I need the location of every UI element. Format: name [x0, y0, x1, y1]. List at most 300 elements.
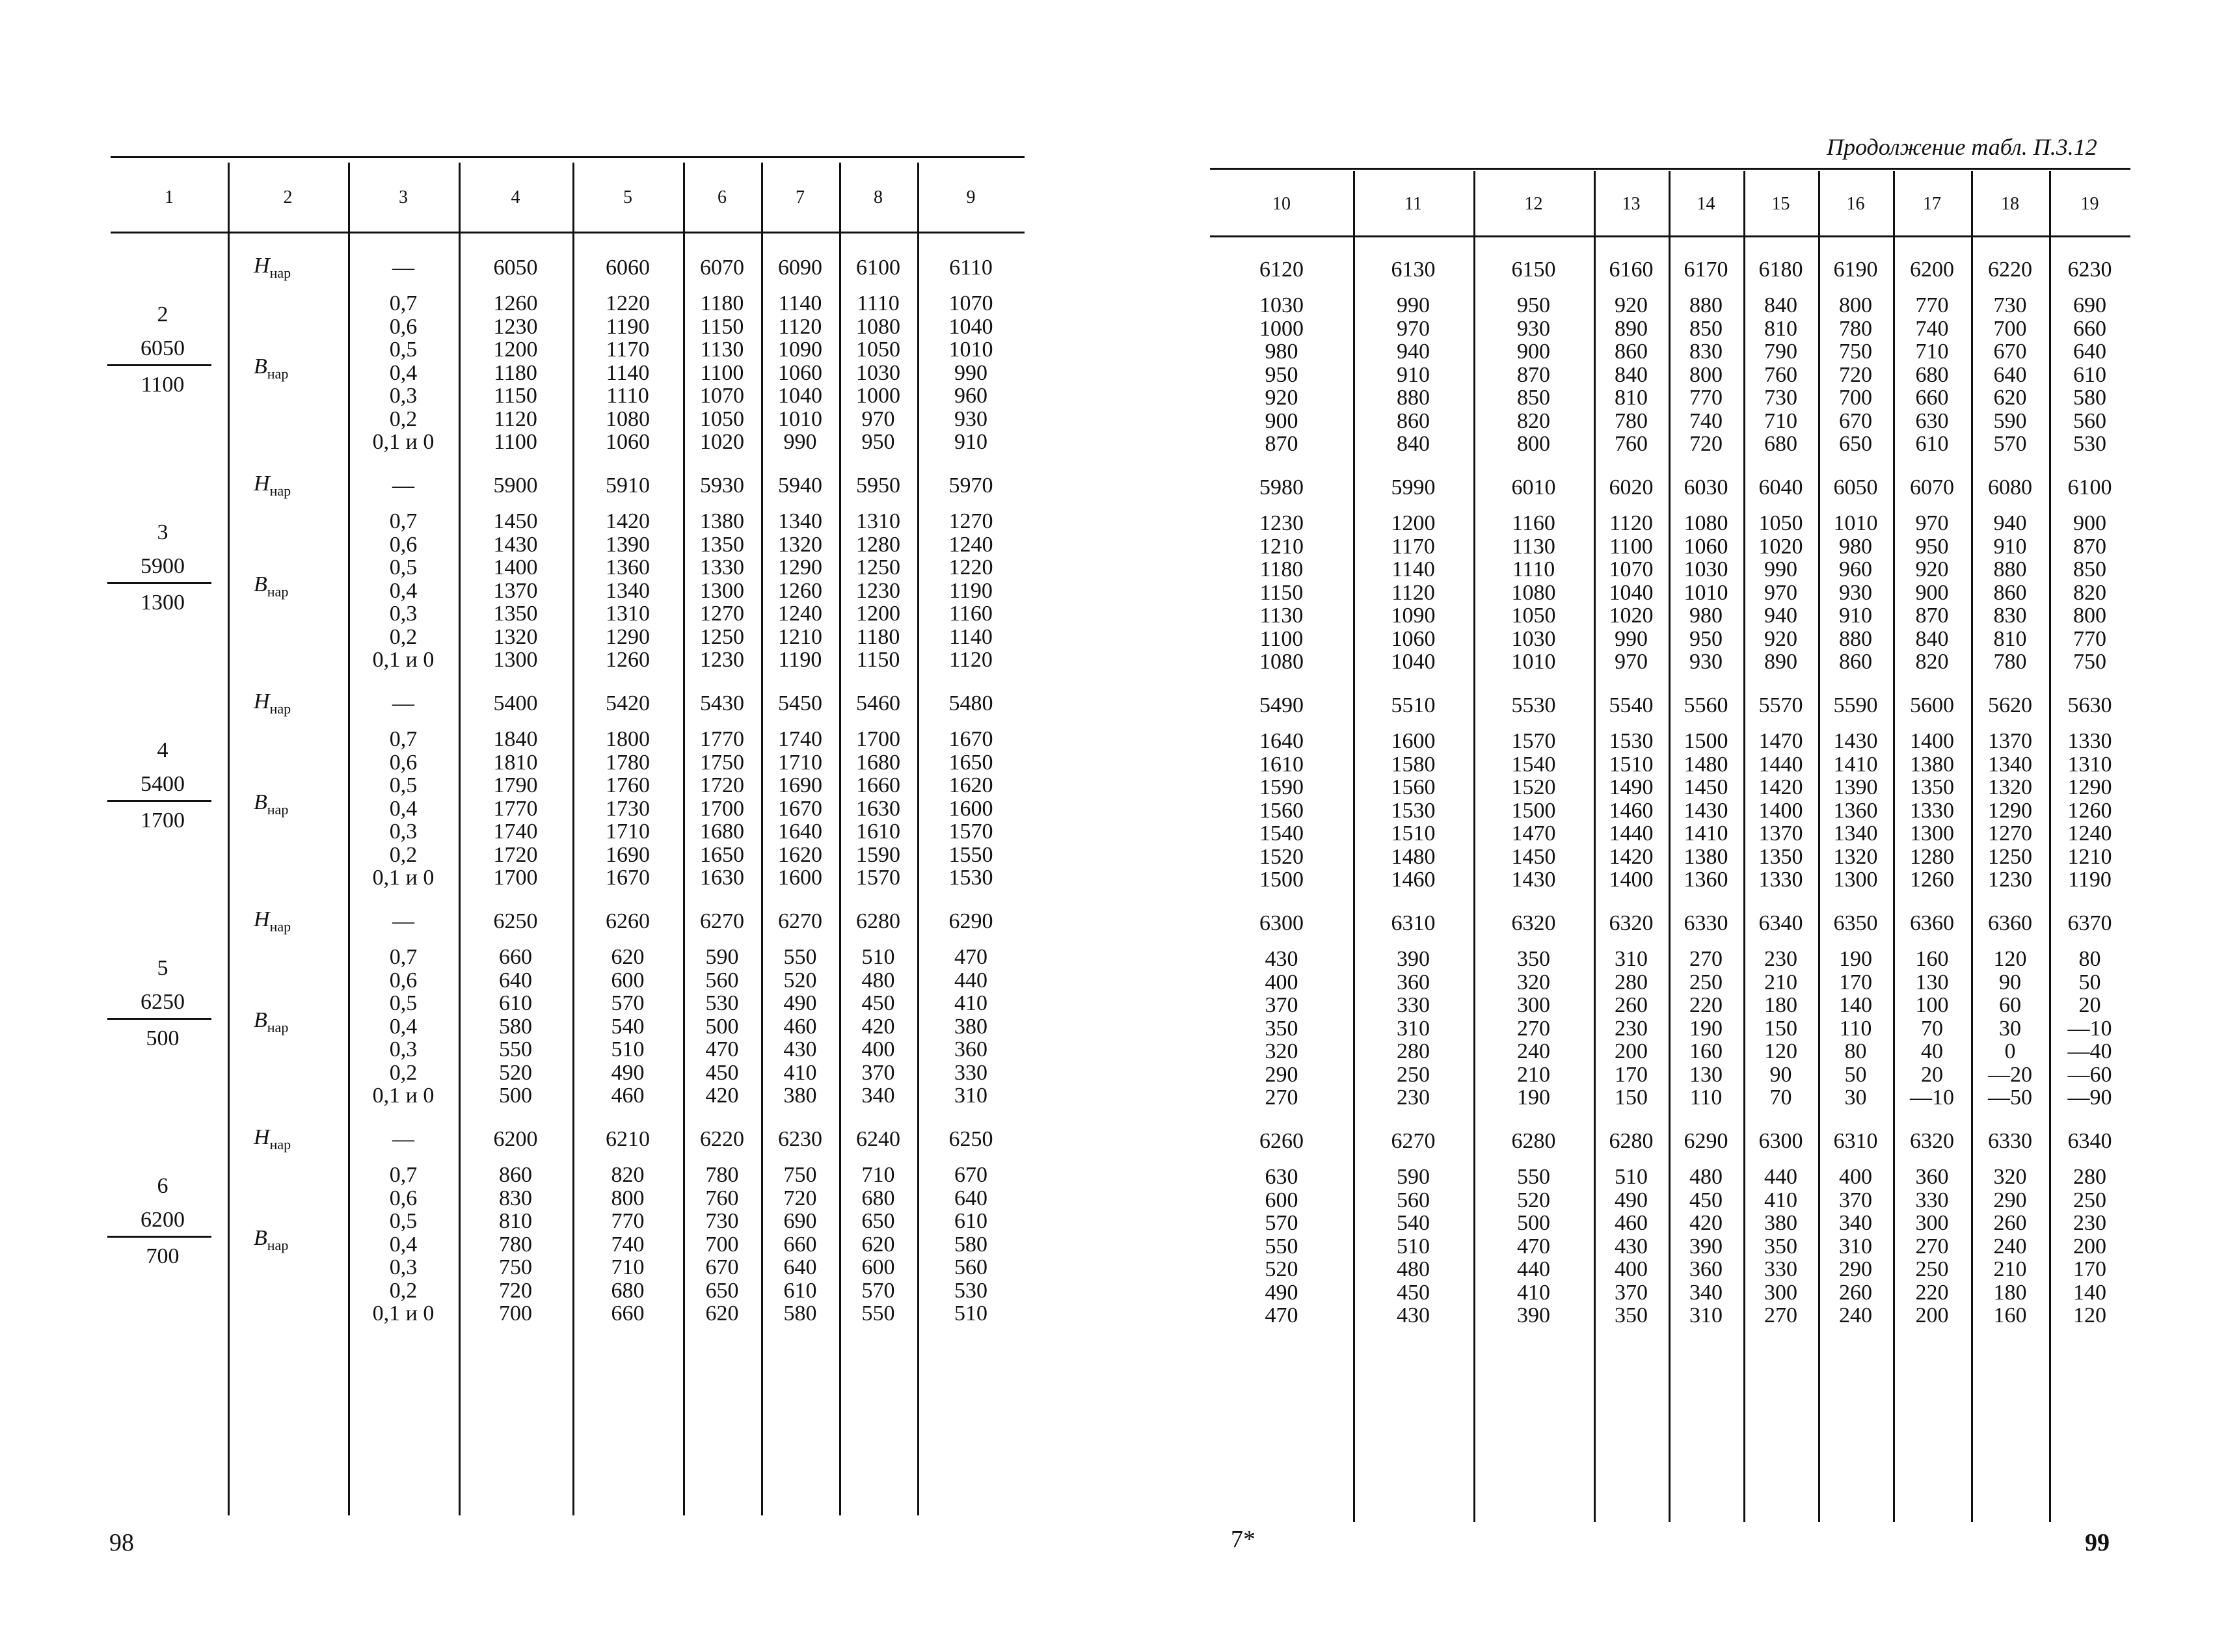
h-nar-value: 6250 [948, 1127, 993, 1151]
h-nar-value: 6310 [1833, 1129, 1878, 1153]
b-nar-value: 1120 [1391, 580, 1435, 605]
group-number: 3 [157, 520, 168, 544]
b-nar-value: 1260 [493, 291, 538, 315]
b-nar-value: 110 [1839, 1016, 1872, 1041]
b-nar-value: 260 [1615, 993, 1648, 1017]
b-nar-value: 460 [783, 1014, 817, 1039]
b-nar-value: 1200 [856, 602, 900, 626]
group-fraction-line [107, 364, 211, 366]
b-nar-value: 320 [1993, 1165, 2027, 1189]
b-nar-value: 1320 [778, 532, 822, 557]
b-nar-value: 820 [1517, 408, 1550, 433]
b-nar-value: 860 [499, 1163, 532, 1187]
b-nar-value: —40 [2067, 1039, 2112, 1063]
b-nar-value: 1760 [606, 773, 650, 797]
b-nar-value: 1190 [949, 578, 993, 603]
b-nar-value: 760 [705, 1186, 739, 1210]
left-col-header: 9 [966, 187, 976, 207]
b-nar-value: 680 [861, 1186, 895, 1210]
b-nar-value: 1400 [1910, 729, 1954, 753]
h-nar-value: 6270 [778, 909, 822, 933]
b-nar-value: 1080 [1511, 580, 1556, 605]
left-col-header: 7 [796, 187, 805, 207]
right-col-header: 19 [2080, 194, 2099, 214]
b-nar-value: 1070 [1609, 557, 1654, 581]
b-nar-value: 1780 [606, 750, 650, 775]
b-nar-value: 1180 [700, 291, 744, 315]
b-nar-value: 860 [1839, 650, 1872, 674]
b-nar-value: 1400 [493, 555, 538, 580]
b-nar-value: 1330 [1758, 868, 1803, 892]
b-nar-value: 490 [1265, 1280, 1298, 1305]
b-nar-value: 660 [611, 1301, 645, 1326]
b-nar-value: 750 [1839, 340, 1872, 364]
h-nar-value: 6270 [1391, 1129, 1436, 1153]
b-nar-value: 1680 [700, 819, 744, 844]
b-nar-value: 470 [954, 945, 987, 969]
h-nar-label [254, 907, 291, 935]
b-nar-value: 840 [1397, 432, 1430, 456]
b-nar-value: 1180 [856, 624, 900, 649]
b-nar-value: 1650 [948, 750, 993, 775]
b-nar-value: 1570 [856, 866, 900, 890]
b-nar-value: 0,3 [389, 1037, 418, 1061]
b-nar-value: 660 [499, 945, 532, 969]
b-nar-value: 160 [1915, 947, 1949, 971]
b-nar-value: 310 [1615, 947, 1648, 971]
b-nar-value: 1630 [700, 866, 744, 890]
b-nar-value: 1090 [1391, 604, 1436, 628]
left-col-divider [348, 163, 350, 1515]
b-nar-value: 220 [1689, 993, 1723, 1017]
b-nar-value: 360 [1689, 1257, 1723, 1281]
b-nar-value: 1150 [1259, 580, 1304, 605]
b-nar-value: 230 [1615, 1016, 1648, 1041]
h-nar-value: 6360 [1988, 911, 2032, 935]
b-nar-value: 300 [1764, 1280, 1797, 1305]
b-nar-value: 800 [1517, 432, 1550, 456]
b-nar-value: 0,1 и 0 [372, 866, 435, 890]
b-nar-value: 920 [1265, 386, 1298, 410]
b-nar-value: 1500 [1684, 729, 1728, 753]
b-nar-value: 1700 [700, 796, 744, 821]
b-nar-value: 1610 [1259, 752, 1304, 777]
b-nar-value: 1090 [778, 338, 822, 362]
h-subscript: нар [269, 1136, 291, 1152]
b-nar-value: 400 [861, 1037, 895, 1061]
b-nar-value: —10 [1910, 1086, 1954, 1110]
h-nar-value: 6190 [1833, 258, 1878, 282]
b-nar-value: 860 [1615, 340, 1648, 364]
b-nar-value: 460 [611, 1084, 645, 1108]
b-nar-value: 850 [1689, 316, 1723, 341]
b-nar-value: 620 [705, 1301, 739, 1326]
b-nar-value: 1050 [856, 338, 900, 362]
right-col-divider [1353, 171, 1355, 1522]
b-nar-value: 1350 [1910, 775, 1954, 799]
b-nar-value: 430 [1397, 1303, 1430, 1327]
b-nar-value: 270 [1265, 1086, 1298, 1110]
right-col-header: 16 [1846, 194, 1865, 214]
b-nar-value: 880 [1993, 557, 2027, 581]
b-nar-value: 80 [2078, 947, 2101, 971]
b-nar-value: 1270 [700, 602, 744, 626]
b-nar-value: 600 [861, 1255, 895, 1279]
b-nar-value: 1230 [1259, 511, 1304, 535]
b-nar-value: 360 [1915, 1165, 1949, 1189]
b-nar-value: 920 [1915, 557, 1949, 581]
b-nar-value: 880 [1839, 626, 1872, 651]
b-nar-value: 940 [1993, 511, 2027, 535]
b-nar-value: 1710 [606, 819, 650, 844]
h-nar-value: 6280 [1609, 1129, 1654, 1153]
b-nar-value: 0,5 [389, 555, 418, 580]
b-nar-value: 80 [1844, 1039, 1867, 1063]
b-nar-value: 1500 [1511, 798, 1556, 823]
b-nar-value: 910 [1993, 534, 2027, 559]
b-nar-value: —50 [1988, 1086, 2032, 1110]
right-col-header: 17 [1923, 194, 1941, 214]
b-nar-value: 890 [1764, 650, 1797, 674]
b-nar-value: 670 [705, 1255, 739, 1279]
b-nar-value: 1740 [778, 727, 822, 751]
b-nar-value: 1010 [1833, 511, 1878, 535]
b-nar-value: 1120 [949, 648, 993, 672]
b-nar-value: 630 [1915, 408, 1949, 433]
b-nar-value: 1010 [1511, 650, 1556, 674]
b-nar-value: 310 [1397, 1016, 1430, 1041]
b-nar-value: 210 [1764, 970, 1797, 994]
b-nar-value: 610 [2073, 362, 2106, 387]
b-letter: B [254, 1008, 267, 1032]
b-nar-value: 0,3 [389, 1255, 418, 1279]
b-nar-value: 1250 [700, 624, 744, 649]
h-nar-value: 6280 [1511, 1129, 1556, 1153]
b-nar-value: 1130 [700, 338, 744, 362]
b-nar-value: 780 [1839, 316, 1872, 341]
h-nar-value: 6230 [2067, 258, 2112, 282]
b-nar-value: 0,5 [389, 991, 418, 1015]
h-nar-label [254, 254, 291, 282]
b-nar-value: 270 [1517, 1016, 1550, 1041]
right-top-rule [1210, 168, 2130, 170]
b-nar-value: 920 [1764, 626, 1797, 651]
b-nar-value: 990 [1764, 557, 1797, 581]
b-nar-value: 1660 [856, 773, 900, 797]
b-nar-value: 1020 [1609, 604, 1654, 628]
b-nar-value: 240 [1839, 1303, 1872, 1327]
b-nar-value: 1450 [1684, 775, 1728, 799]
b-nar-value: 850 [1517, 386, 1550, 410]
b-nar-value: 520 [1517, 1188, 1550, 1212]
b-nar-value: 650 [861, 1209, 895, 1233]
b-nar-value: 520 [1265, 1257, 1298, 1281]
b-nar-value: 540 [611, 1014, 645, 1039]
b-nar-value: 1530 [1609, 729, 1654, 753]
group-fraction-line [107, 800, 211, 802]
b-nar-value: 390 [1689, 1234, 1723, 1259]
b-nar-value: 1150 [494, 384, 537, 408]
b-nar-value: 170 [2073, 1257, 2106, 1281]
b-nar-value: 180 [1764, 993, 1797, 1017]
b-nar-value: 340 [861, 1084, 895, 1108]
b-nar-value: 430 [1615, 1234, 1648, 1259]
b-nar-value: 70 [1921, 1016, 1943, 1041]
b-nar-value: 1320 [1833, 844, 1878, 869]
b-nar-value: 1360 [1833, 798, 1878, 823]
b-nar-value: 250 [1397, 1062, 1430, 1087]
h-letter: H [254, 254, 270, 278]
b-nar-label [254, 1008, 288, 1036]
right-col-header: 12 [1524, 194, 1543, 214]
b-nar-value: 930 [1839, 580, 1872, 605]
b-nar-value: 220 [1915, 1280, 1949, 1305]
b-nar-value: —20 [1988, 1062, 2032, 1087]
b-nar-value: 730 [705, 1209, 739, 1233]
b-nar-value: 250 [1689, 970, 1723, 994]
h-nar-value: 5560 [1684, 693, 1728, 717]
h-nar-value: 5480 [948, 691, 993, 715]
h-nar-value: 5400 [493, 691, 538, 715]
b-nar-value: 240 [1517, 1039, 1550, 1063]
h-subscript: нар [269, 700, 291, 717]
b-nar-value: 530 [954, 1278, 987, 1303]
b-nar-value: 1480 [1684, 752, 1728, 777]
b-nar-value: 620 [1993, 386, 2027, 410]
b-nar-value: 30 [1999, 1016, 2021, 1041]
b-nar-value: 770 [2073, 626, 2106, 651]
h-nar-value: 6070 [700, 256, 744, 280]
b-nar-value: 170 [1839, 970, 1872, 994]
b-nar-value: 1680 [856, 750, 900, 775]
b-nar-value: 770 [1915, 293, 1949, 317]
b-nar-value: 720 [1839, 362, 1872, 387]
b-nar-value: 720 [783, 1186, 817, 1210]
b-nar-value: 660 [2073, 316, 2106, 341]
b-nar-value: 840 [1915, 626, 1949, 651]
b-nar-value: 720 [499, 1278, 532, 1303]
b-nar-value: 1350 [700, 532, 744, 557]
b-nar-value: 1470 [1758, 729, 1803, 753]
h-nar-value: 6290 [948, 909, 993, 933]
b-nar-value: 570 [611, 991, 645, 1015]
b-nar-value: 350 [1764, 1234, 1797, 1259]
b-nar-value: 460 [1615, 1211, 1648, 1235]
b-nar-value: 0,7 [389, 945, 418, 969]
b-nar-value: 310 [1839, 1234, 1872, 1259]
b-nar-value: 330 [954, 1060, 987, 1085]
b-nar-value: 1570 [948, 819, 993, 844]
right-col-header: 13 [1622, 194, 1641, 214]
b-nar-value: 820 [1915, 650, 1949, 674]
b-nar-value: 1110 [606, 384, 649, 408]
h-nar-value: 6060 [606, 256, 650, 280]
b-nar-value: 1300 [700, 578, 744, 603]
b-nar-value: 1670 [778, 796, 822, 821]
b-nar-value: 1140 [949, 624, 993, 649]
b-nar-value: 1570 [1511, 729, 1556, 753]
b-nar-value: 1230 [1988, 868, 2032, 892]
h-nar-value: 6040 [1758, 475, 1803, 500]
b-nar-value: 1350 [493, 602, 538, 626]
b-nar-value: 340 [1689, 1280, 1723, 1305]
b-nar-value: 1380 [1910, 752, 1954, 777]
h-nar-value: 6240 [856, 1127, 900, 1151]
b-nar-value: 1340 [1988, 752, 2032, 777]
b-nar-value: 0,7 [389, 727, 418, 751]
group-number: 6 [157, 1174, 168, 1198]
b-nar-value: 350 [1615, 1303, 1648, 1327]
b-nar-value: 850 [2073, 557, 2106, 581]
b-nar-value: 990 [1397, 293, 1430, 317]
b-nar-value: 1330 [2067, 729, 2112, 753]
b-nar-value: 190 [1689, 1016, 1723, 1041]
b-nar-value: 1120 [778, 314, 822, 339]
b-nar-value: 1500 [1259, 868, 1304, 892]
b-nar-value: 1770 [493, 796, 538, 821]
b-nar-value: 1300 [493, 648, 538, 672]
h-letter: H [254, 689, 270, 713]
b-nar-value: 280 [2073, 1165, 2106, 1189]
b-nar-value: 830 [1689, 340, 1723, 364]
b-nar-value: 770 [611, 1209, 645, 1233]
b-nar-value: 560 [2073, 408, 2106, 433]
b-nar-value: 710 [861, 1163, 895, 1187]
left-col-header: 6 [718, 187, 727, 207]
b-nar-value: 880 [1689, 293, 1723, 317]
b-nar-value: 1200 [493, 338, 538, 362]
b-nar-value: 1300 [1910, 821, 1954, 846]
b-nar-value: 1100 [494, 430, 537, 454]
b-nar-value: 1110 [1512, 557, 1555, 581]
h-nar-value: 6090 [778, 256, 822, 280]
b-nar-value: 1390 [606, 532, 650, 557]
page-number-right: 99 [2085, 1529, 2110, 1556]
b-nar-value: 250 [1915, 1257, 1949, 1281]
b-nar-value: 1370 [493, 578, 538, 603]
b-nar-value: 120 [1764, 1039, 1797, 1063]
b-nar-value: 550 [1265, 1234, 1298, 1259]
b-nar-value: 450 [1689, 1188, 1723, 1212]
h-nar-value: 6340 [1758, 911, 1803, 935]
b-nar-value: 270 [1764, 1303, 1797, 1327]
b-nar-value: 1710 [778, 750, 822, 775]
b-nar-value: 1220 [948, 555, 993, 580]
b-nar-value: 1530 [948, 866, 993, 890]
b-nar-value: 1320 [1988, 775, 2032, 799]
b-nar-value: 360 [1397, 970, 1430, 994]
b-nar-value: 0,5 [389, 1209, 418, 1233]
b-nar-value: 990 [783, 430, 817, 454]
b-nar-value: 1270 [948, 509, 993, 533]
b-nar-value: 1480 [1391, 844, 1436, 869]
b-nar-value: 910 [954, 430, 987, 454]
h-letter: H [254, 1125, 270, 1149]
h-nar-value: 6260 [606, 909, 650, 933]
b-nar-value: 680 [611, 1278, 645, 1303]
b-nar-value: 970 [1915, 511, 1949, 535]
b-nar-value: 0,1 и 0 [372, 1084, 435, 1108]
b-nar-value: 930 [954, 406, 987, 431]
b-nar-value: 0,1 и 0 [372, 648, 435, 672]
b-nar-value: 470 [1517, 1234, 1550, 1259]
b-nar-value: 950 [1689, 626, 1723, 651]
b-nar-value: 810 [1764, 316, 1797, 341]
b-nar-value: 820 [611, 1163, 645, 1187]
b-nar-value: 370 [861, 1060, 895, 1085]
b-nar-value: 280 [1397, 1039, 1430, 1063]
table-continuation-caption: Продолжение табл. П.3.12 [1827, 134, 2097, 160]
h-nar-value: 6320 [1511, 911, 1556, 935]
h-nar-value: 6220 [1988, 258, 2032, 282]
group-denominator: 1700 [141, 808, 185, 833]
b-nar-value: 1720 [700, 773, 744, 797]
b-nar-value: 160 [1993, 1303, 2027, 1327]
b-nar-value: 860 [1993, 580, 2027, 605]
b-nar-value: 740 [1689, 408, 1723, 433]
b-nar-value: 1340 [1833, 821, 1878, 846]
b-nar-value: 440 [954, 968, 987, 993]
b-nar-value: 710 [1764, 408, 1797, 433]
b-nar-value: 160 [1689, 1039, 1723, 1063]
h-nar-value: 6270 [700, 909, 744, 933]
b-nar-value: 90 [1769, 1062, 1792, 1087]
b-nar-value: 230 [1764, 947, 1797, 971]
b-nar-value: 1520 [1259, 844, 1304, 869]
h-nar-value: 6180 [1758, 258, 1803, 282]
h-nar-value: 5900 [493, 473, 538, 498]
b-nar-value: 270 [1915, 1234, 1949, 1259]
b-nar-value: 1270 [1988, 821, 2032, 846]
left-col-header: 8 [874, 187, 883, 207]
b-nar-value: 1690 [778, 773, 822, 797]
b-nar-value: 530 [705, 991, 739, 1015]
b-nar-value: 980 [1689, 604, 1723, 628]
b-nar-value: 1400 [1758, 798, 1803, 823]
b-nar-value: 1420 [1609, 844, 1654, 869]
b-nar-value: 0,5 [389, 338, 418, 362]
b-nar-value: 390 [1517, 1303, 1550, 1327]
h-nar-value: 6100 [2067, 475, 2112, 500]
b-nar-value: 740 [611, 1232, 645, 1257]
b-nar-value: 660 [1915, 386, 1949, 410]
h-nar-value: — [392, 909, 414, 933]
b-nar-value: 1050 [1511, 604, 1556, 628]
b-nar-value: 1300 [1833, 868, 1878, 892]
b-nar-value: 990 [1615, 626, 1648, 651]
b-nar-value: 1380 [700, 509, 744, 533]
left-col-divider [459, 163, 461, 1515]
b-nar-value: 240 [1993, 1234, 2027, 1259]
b-nar-value: 610 [1915, 432, 1949, 456]
b-nar-value: 1010 [1684, 580, 1728, 605]
b-nar-value: 520 [499, 1060, 532, 1085]
b-nar-value: 230 [2073, 1211, 2106, 1235]
group-denominator: 700 [146, 1244, 180, 1268]
b-nar-value: 640 [783, 1255, 817, 1279]
b-nar-value: 420 [1689, 1211, 1723, 1235]
b-nar-value: 1630 [856, 796, 900, 821]
b-nar-value: 1610 [856, 819, 900, 844]
b-nar-value: 480 [1397, 1257, 1430, 1281]
b-nar-value: 690 [783, 1209, 817, 1233]
b-nar-value: 1050 [700, 406, 744, 431]
b-nar-value: 470 [1265, 1303, 1298, 1327]
b-nar-value: 380 [954, 1014, 987, 1039]
b-nar-value: 1700 [493, 866, 538, 890]
h-nar-value: 6250 [493, 909, 538, 933]
group-number: 2 [157, 302, 168, 326]
